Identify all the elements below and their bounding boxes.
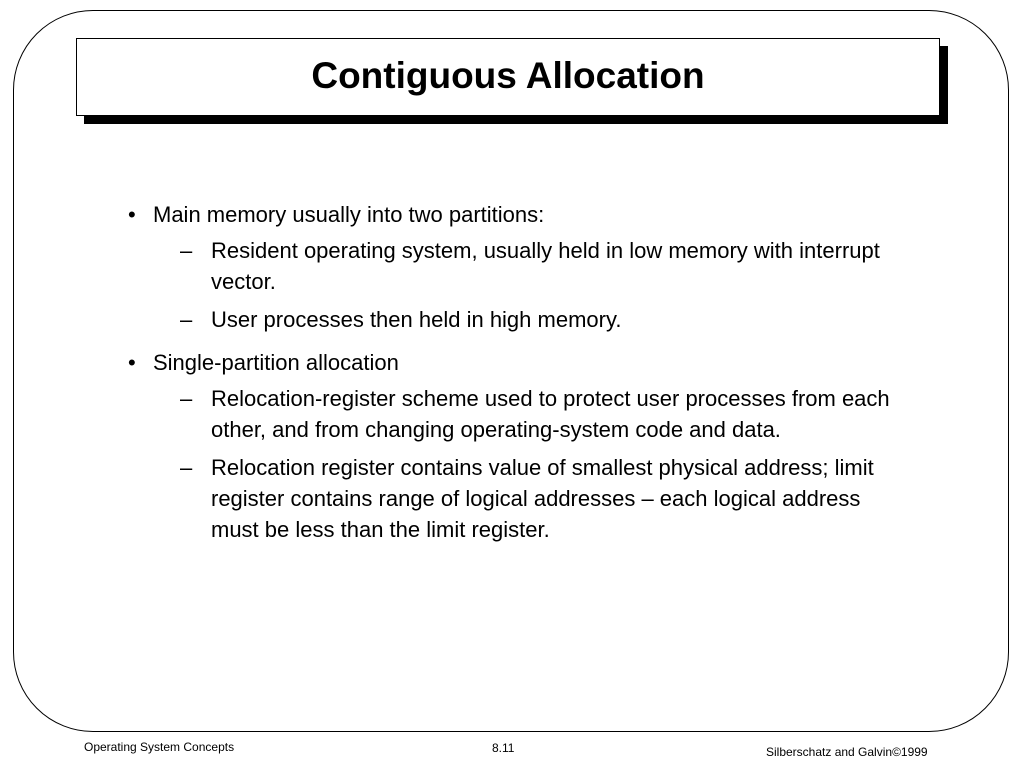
footer-copyright: Silberschatz and Galvin©1999 — [766, 745, 928, 759]
bullet-item — [126, 347, 906, 545]
bullet-dot-icon: • — [128, 202, 136, 227]
bullet-text: Main memory usually into two partitions: — [153, 202, 545, 227]
slide-title: Contiguous Allocation — [311, 55, 705, 96]
dash-icon: – — [180, 238, 193, 263]
title-box — [76, 38, 940, 116]
sub-text: User processes then held in high memory. — [211, 307, 622, 332]
sub-text: Relocation register contains value of smallest physical address; limit register contains range of logical addresses – each logical address must be less than the limit register. — [211, 455, 874, 542]
slide-content — [126, 199, 906, 545]
sub-text: Relocation-register scheme used to protect user processes from each other, and from changing operating-system code and data. — [211, 386, 890, 442]
sub-item — [153, 452, 906, 545]
bullet-item — [126, 199, 906, 335]
dash-icon: – — [180, 386, 193, 411]
footer-course: Operating System Concepts — [84, 740, 235, 754]
dash-icon: – — [180, 455, 193, 480]
dash-icon: – — [180, 307, 193, 332]
footer-page-number: 8.11 — [492, 741, 515, 755]
sub-list — [153, 383, 906, 545]
bullet-text: Single-partition allocation — [153, 350, 399, 375]
sub-item — [153, 383, 906, 445]
sub-text: Resident operating system, usually held in low memory with interrupt vector. — [211, 238, 880, 294]
sub-item — [153, 304, 906, 335]
sub-item — [153, 235, 906, 297]
bullet-dot-icon: • — [128, 350, 136, 375]
sub-list — [153, 235, 906, 335]
